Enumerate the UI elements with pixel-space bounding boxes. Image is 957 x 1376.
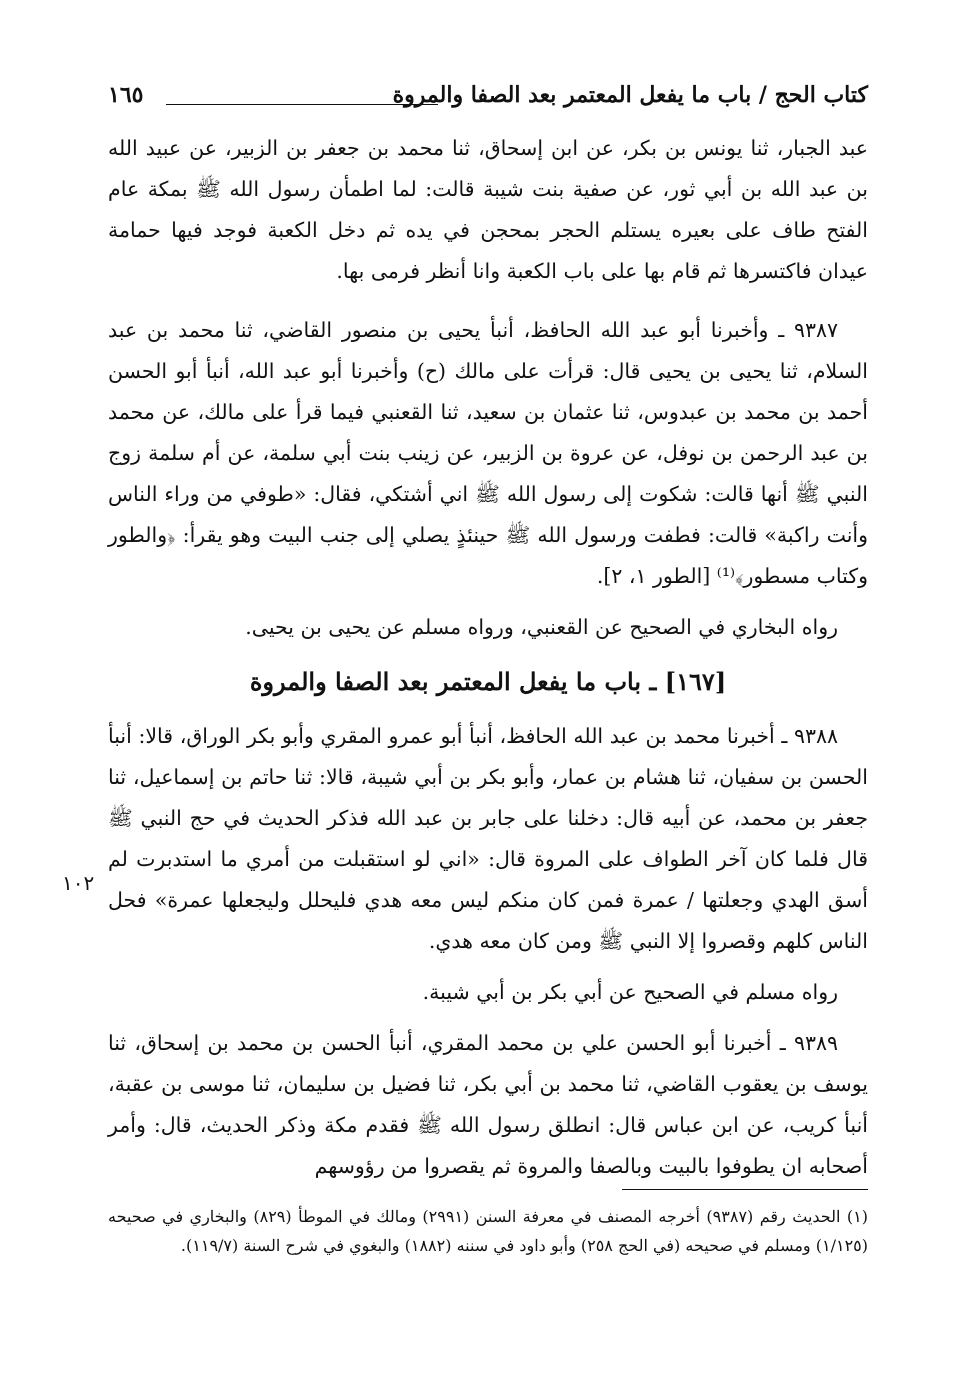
takhrij-9388: رواه مسلم في الصحيح عن أبي بكر بن أبي شيبة.	[422, 980, 838, 1004]
hadith-9389: ٩٣٨٩ ـ أخبرنا أبو الحسن علي بن محمد المقري، أنبأ الحسن بن محمد بن إسحاق، ثنا يوسف بن يعقوب القاضي، ثنا محمد بن أبي بكر، ثنا فضيل بن سليمان، ثنا موسى بن عقبة، أنبأ كريب، عن ابن عباس قال: انطلق رسول الله ﷺ فقدم مكة وذكر الحديث، قال: وأمر أصحابه ان يطوفوا بالبيت وبالصفا والمروة ثم يقصروا من رؤوسهم	[108, 1031, 868, 1178]
header-title: كتاب الحج / باب ما يفعل المعتمر بعد الصفا والمروة	[392, 82, 868, 108]
running-header	[108, 82, 868, 122]
takhrij-9387: رواه البخاري في الصحيح عن القعنبي، ورواه مسلم عن يحيى بن يحيى.	[245, 615, 838, 639]
chapter-heading: [١٦٧] ـ باب ما يفعل المعتمر بعد الصفا والمروة	[249, 667, 727, 696]
page-number: ١٦٥	[108, 82, 144, 108]
main-text	[108, 128, 868, 1187]
margin-page-reference: ١٠٢	[62, 871, 95, 895]
footnotes	[108, 1202, 868, 1260]
footnote-1: (١) الحديث رقم (٩٣٨٧) أخرجه المصنف في معرفة السنن (٢٩٩١) ومالك في الموطأ (٨٢٩) والبخاري في صحيحه (١/١٢٥) ومسلم في صحيحه (في الحج ٢٥٨) وأبو داود في سننه (١٨٨٢) والبغوي في شرح السنة (١١٩/٧).	[108, 1207, 868, 1255]
header-rule	[166, 104, 438, 105]
footnote-rule	[622, 1189, 868, 1190]
hadith-9387: ٩٣٨٧ ـ وأخبرنا أبو عبد الله الحافظ، أنبأ يحيى بن منصور القاضي، ثنا محمد بن عبد السلام، ثنا يحيى بن يحيى قال: قرأت على مالك (ح) وأخبرنا أبو عبد الله، أنبأ أبو الحسن أحمد بن محمد بن عبدوس، ثنا عثمان بن سعيد، ثنا القعنبي فيما قرأ على مالك، عن محمد بن عبد الرحمن بن نوفل، عن عروة بن الزبير، عن زينب بنت أبي سلمة، عن أم سلمة زوج النبي ﷺ أنها قالت: شكوت إلى رسول الله ﷺ اني أشتكي، فقال: «طوفي من وراء الناس وأنت راكبة» قالت: فطفت ورسول الله ﷺ حينئذٍ يصلي إلى جنب البيت وهو يقرأ: ﴿والطور وكتاب مسطور﴾⁽¹⁾ [الطور ١، ٢].	[108, 318, 868, 588]
hadith-9388: ٩٣٨٨ ـ أخبرنا محمد بن عبد الله الحافظ، أنبأ أبو عمرو المقري وأبو بكر الوراق، قالا: أنبأ الحسن بن سفيان، ثنا هشام بن عمار، وأبو بكر بن أبي شيبة، قالا: ثنا حاتم بن إسماعيل، ثنا جعفر بن محمد، عن أبيه قال: دخلنا على جابر بن عبد الله فذكر الحديث في حج النبي ﷺ قال فلما كان آخر الطواف على المروة قال: «اني لو استقبلت من أمري ما استدبرت لم أسق الهدي وجعلتها / عمرة فمن كان منكم ليس معه هدي فليحلل وليجعلها عمرة» فحل الناس كلهم وقصروا إلا النبي ﷺ ومن كان معه هدي.	[108, 724, 868, 953]
paragraph-continued: عبد الجبار، ثنا يونس بن بكر، عن ابن إسحاق، ثنا محمد بن جعفر بن الزبير، عن عبيد الله بن عبد الله بن أبي ثور، عن صفية بنت شيبة قالت: لما اطمأن رسول الله ﷺ بمكة عام الفتح طاف على بعيره يستلم الحجر بمحجن في يده ثم دخل الكعبة فوجد فيها حمامة عيدان فاكتسرها ثم قام بها على باب الكعبة وانا أنظر فرمى بها.	[108, 136, 868, 283]
